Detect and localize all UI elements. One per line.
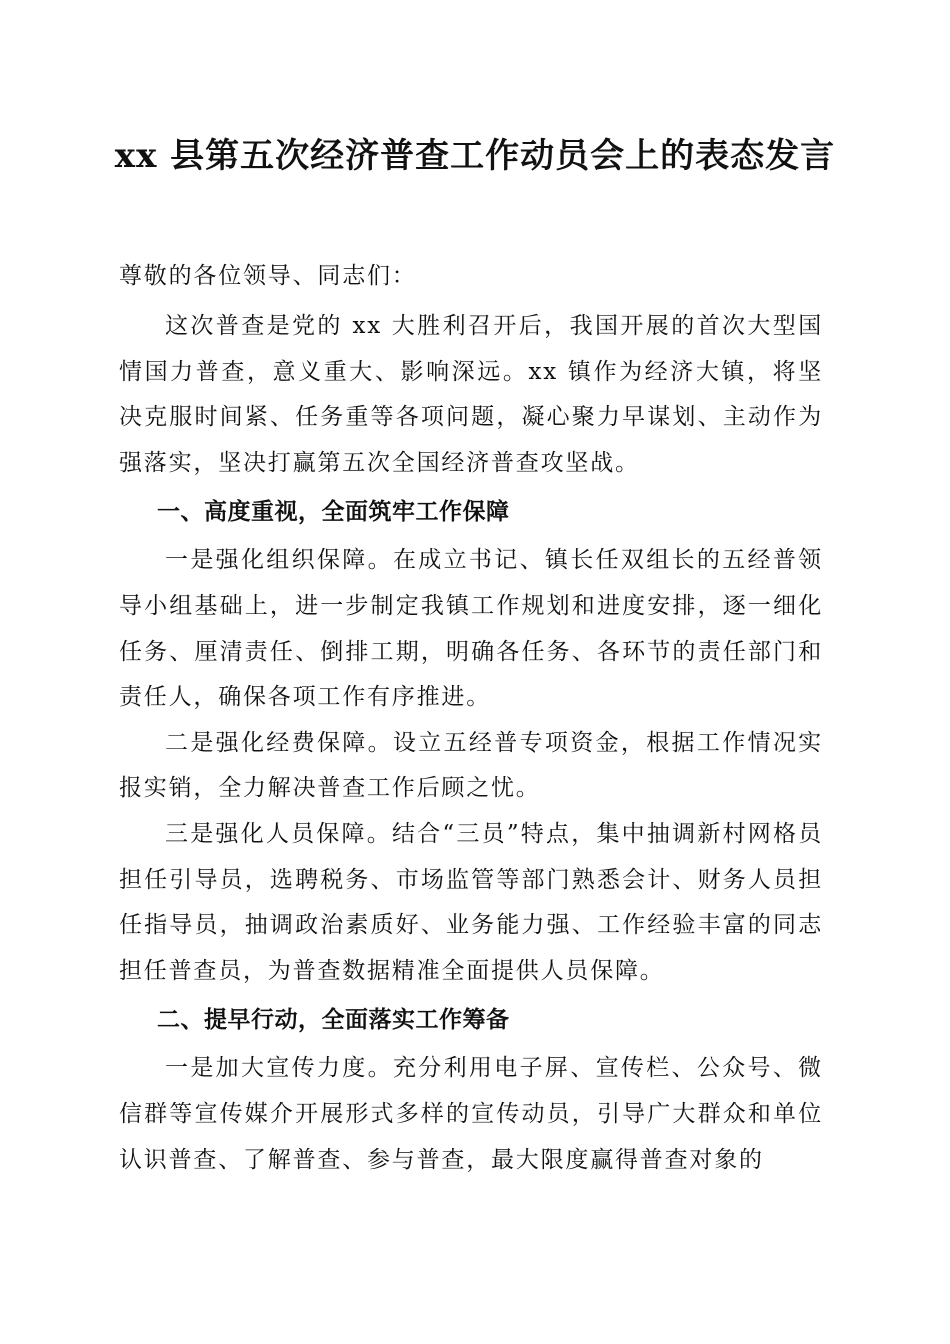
section-2-paragraph-1: 一是加大宣传力度。充分利用电子屏、宣传栏、公众号、微信群等宣传媒介开展形式多样的宣传动员，引导广大群众和单位认识普查、了解普查、参与普查，最大限度赢得普查对象的 — [119, 1055, 823, 1173]
document-body — [119, 250, 823, 1183]
document-title: xx 县第五次经济普查工作动员会上的表态发言 — [114, 136, 836, 176]
section-1-heading: 一、高度重视，全面筑牢工作保障 — [157, 499, 510, 526]
section-1-paragraph-3: 三是强化人员保障。结合“三员”特点，集中抽调新村网格员担任引导员，选聘税务、市场监管等部门熟悉会计、财务人员担任指导员，抽调政治素质好、业务能力强、工作经验丰富的同志担任普查员，为普查数据精准全面提供人员保障。 — [119, 820, 823, 984]
section-1-paragraph-1: 一是强化组织保障。在成立书记、镇长任双组长的五经普领导小组基础上，进一步制定我镇工作规划和进度安排，逐一细化任务、厘清责任、倒排工期，明确各任务、各环节的责任部门和责任人，确保各项工作有序推进。 — [119, 547, 823, 711]
intro-paragraph: 这次普查是党的 xx 大胜利召开后，我国开展的首次大型国情国力普查，意义重大、影响深远。xx 镇作为经济大镇，将坚决克服时间紧、任务重等各项问题，凝心聚力早谋划、主动作为强落实，坚决打赢第五次全国经济普查攻坚战。 — [119, 313, 823, 476]
section-2-heading: 二、提早行动，全面落实工作筹备 — [157, 1007, 510, 1034]
salutation: 尊敬的各位领导、同志们： — [119, 263, 417, 289]
section-1-paragraph-2: 二是强化经费保障。设立五经普专项资金，根据工作情况实报实销，全力解决普查工作后顾之忧。 — [119, 729, 823, 802]
